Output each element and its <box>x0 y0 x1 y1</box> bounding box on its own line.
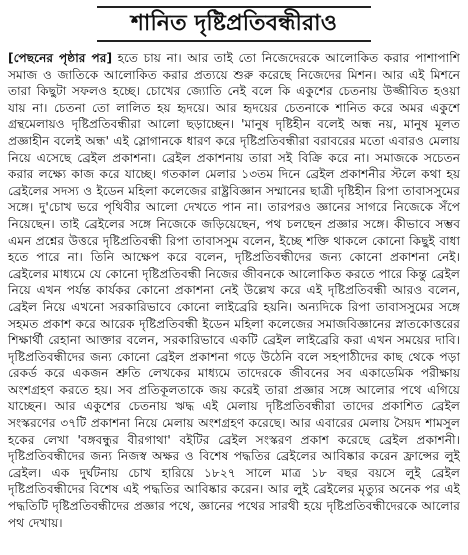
headline-frame <box>8 6 460 42</box>
article-text: হতে চায় না। আর তাই তো নিজেদেরকে আলোকিত করার পাশাপাশি সমাজ ও জাতিকে আলোকিত করার প্রত্যয়ে শুরু করেছে নিজেদের মিশন। আর এই মিশনে তারা কিছুটা সফলও হচ্ছে। চোখের জ্যোতি নেই বলে কি একুশের চেতনায় উজ্জীবিত হওয়া যায় না। চেতনা তো লালিত হয় হৃদয়ে। আর হৃদয়ের চেতনাকে শানিত করে অমর একুশে গ্রন্থমেলায়ও দৃষ্টিপ্রতিবন্ধীরা আলো ছড়াচ্ছেন। 'মানুষ দৃষ্টিহীন বলেই অন্ধ নয়, মানুষ মূলত প্রজ্ঞাহীন বলেই অন্ধ' এই স্লোগানকে ধারণ করে দৃষ্টিপ্রতিবন্ধীরা বরাবরের মতো এবারও মেলায় নিয়ে এসেছে ব্রেইল প্রকাশনা। ব্রেইল প্রকাশনায় তারা সই বিক্রি করে না। সমাজকে সচেতন করার লক্ষ্যে কাজ করে যাচ্ছে। গতকাল মেলার ১৩তম দিনে ব্রেইল প্রকাশনীর স্টলে কথা হয় ব্রেইলের সদস্য ও ইডেন মহিলা কলেজের রাষ্ট্রবিজ্ঞান সম্মানের ছাত্রী দৃষ্টিহীন রিপা তাবাসসুমের সঙ্গে। দু'চোখ ভরে পৃথিবীর আলো দেখতে পান না। তারপরও জ্ঞানের সাগরে নিজেকে সঁপে নিয়েছেন। তাই ব্রেইলের সঙ্গে নিজেকে জড়িয়েছেন, পথ চলছেন প্রজ্ঞার সঙ্গে। কীভাবে সম্ভব এমন প্রশ্নের উত্তরে দৃষ্টিপ্রতিবন্ধী রিপা তাবাসসুম বলেন, ইচ্ছে শক্তি থাকলে কোনো কিছুই বাধা হতে পারে না। তিনি আক্ষেপ করে বলেন, দৃষ্টিপ্রতিবন্ধীদের জন্য কোনো প্রকাশনা নেই। ব্রেইলের মাধ্যমে যে কোনো দৃষ্টিপ্রতিবন্ধী নিজের জীবনকে আলোকিত করতে পারে কিন্তু ব্রেইল নিয়ে এখন পর্যন্ত কার্যকর কোনো প্রকাশনা নেই উল্লেখ করে এই দৃষ্টিপ্রতিবন্ধী আরও বলেন, ব্রেইল নিয়ে এখনো সরকারিভাবে কোনো লাইব্রেরি হয়নি। অন্যদিকে রিপা তাবাসসুমের সঙ্গে সহমত প্রকাশ করে আরেক দৃষ্টিপ্রতিবন্ধী ইডেন মহিলা কলেজের সমাজবিজ্ঞানের স্নাতকোত্তরের শিক্ষার্থী রেহানা আক্তার বলেন, সরকারিভাবে একটি ব্রেইল লাইব্রেরি করা এখন সময়ের দাবি। দৃষ্টিপ্রতিবন্ধীদের জন্য কোনো ব্রেইল প্রকাশনা গড়ে উঠেনি বলে সহপাঠীদের কাছ থেকে পড়া রেকর্ড করে একজন শ্রুতি লেখকের মাধ্যমে তাদেরকে জীবনের সব একাডেমিক পরীক্ষায় অংশগ্রহণ করতে হয়। সব প্রতিকূলতাকে জয় করেই তারা প্রজ্ঞার সঙ্গে আলোর পথে এগিয়ে যাচ্ছেন। আর একুশের চেতনায় ঋদ্ধ এই মেলায় দৃষ্টিপ্রতিবন্ধীরা তাদের প্রকাশিত ব্রেইল সংস্করণের ৩৭টি প্রকাশনা নিয়ে মেলায় অংশগ্রহণ করেছে। আর এবারের মেলায় সৈয়দ শামসুল হকের লেখা 'বঙ্গবন্ধুর বীরগাথা' বইটির ব্রেইল সংস্করণ প্রকাশ করেছে ব্রেইল প্রকাশনী। দৃষ্টিপ্রতিবন্ধীদের জন্য নিজস্ব অক্ষর ও বিশেষ পদ্ধতির ব্রেইলের আবিষ্কার করেন ফ্রান্সের লুই ব্রেইল। এক দুর্ঘটনায় চোখ হারিয়ে ১৮২৭ সালে মাত্র ১৮ বছর বয়সে লুই ব্রেইল দৃষ্টিপ্রতিবন্ধীদের বিশেষ এই পদ্ধতির আবিষ্কার করেন। আর লুই ব্রেইলের মৃত্যুর অনেক পর এই পদ্ধতিটি দৃষ্টিপ্রতিবন্ধীদের প্রজ্ঞার পথে, জ্ঞানের পথের সারথী হয়ে দৃষ্টিপ্রতিবন্ধীদেরকে আলোর পথ দেখায়। <box>8 51 460 530</box>
article-headline: শানিত দৃষ্টিপ্রতিবন্ধীরাও <box>97 6 371 42</box>
article-body <box>8 50 460 531</box>
continued-from-previous-page-tag: [পেছনের পৃষ্ঠার পর] <box>8 51 113 65</box>
